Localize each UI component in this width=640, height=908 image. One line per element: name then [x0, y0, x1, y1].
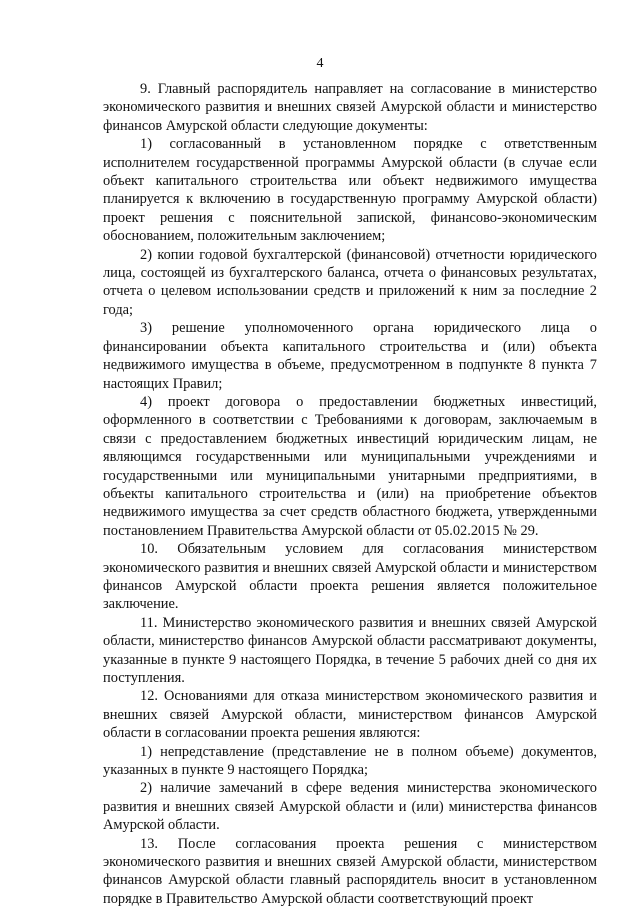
paragraph-9: 9. Главный распорядитель направляет на согласование в министерство экономического развития и внешних связей Амурской области и министерство финансов Амурской области следующие документы: [103, 81, 597, 134]
paragraph-9-item-3: 3) решение уполномоченного органа юридического лица о финансировании объекта капитального строительства и (или) объекта недвижимого имущества в объеме, предусмотренном в подпункте 8 пункта 7 настоящих Правил; [103, 320, 597, 392]
paragraph-12: 12. Основаниями для отказа министерством экономического развития и внешних связей Амурской области, министерством финансов Амурской области в согласовании проекта решения являются: [103, 688, 597, 742]
paragraph-9-item-2: 2) копии годовой бухгалтерской (финансовой) отчетности юридического лица, состоящей из бухгалтерского баланса, отчета о финансовых результатах, отчета о целевом использовании средств и приложений к ним за последние 2 года; [103, 246, 597, 318]
paragraph-10: 10. Обязательным условием для согласования министерством экономического развития и внешних связей Амурской области и министерством финансов Амурской области проекта решения является положительное заключение. [103, 541, 597, 613]
paragraph-11: 11. Министерство экономического развития и внешних связей Амурской области, министерство финансов Амурской области рассматривают документы, указанные в пункте 9 настоящего Порядка, в течение 5 рабочих дней со дня их поступления. [103, 614, 597, 686]
paragraph-9-item-1: 1) согласованный в установленном порядке с ответственным исполнителем государственной программы Амурской области (в случае если объект капитального строительства или объект недвижимого имущества планируется к включению в государственную программу Амурской области) проект решения с пояснительной запиской, финансово-экономическим обоснованием, положительным заключением; [103, 136, 597, 245]
paragraph-12-item-2: 2) наличие замечаний в сфере ведения министерства экономического развития и внешних связей Амурской области и (или) министерства финансов Амурской области. [103, 780, 597, 834]
paragraph-12-item-1: 1) непредставление (представление не в полном объеме) документов, указанных в пункте 9 настоящего Порядка; [103, 743, 597, 779]
document-body [103, 80, 597, 908]
paragraph-13: 13. После согласования проекта решения с министерством экономического развития и внешних связей Амурской области, министерством финансов Амурской области главный распорядитель вносит в установленном порядке в Правительство Амурской области соответствующий проект [103, 835, 597, 907]
paragraph-9-item-4: 4) проект договора о предоставлении бюджетных инвестиций, оформленного в соответствии с Требованиями к договорам, заключаемым в связи с предоставлением бюджетных инвестиций юридическим лицам, не являющимся государственными или муниципальными учреждениями и государственными или муниципальными унитарными предприятиями, в объекты капитального строительства и (или) на приобретение объектов недвижимого имущества за счет средств областного бюджета, утвержденными постановлением Правительства Амурской области от 05.02.2015 № 29. [103, 393, 597, 539]
page-number: 4 [316, 56, 324, 71]
